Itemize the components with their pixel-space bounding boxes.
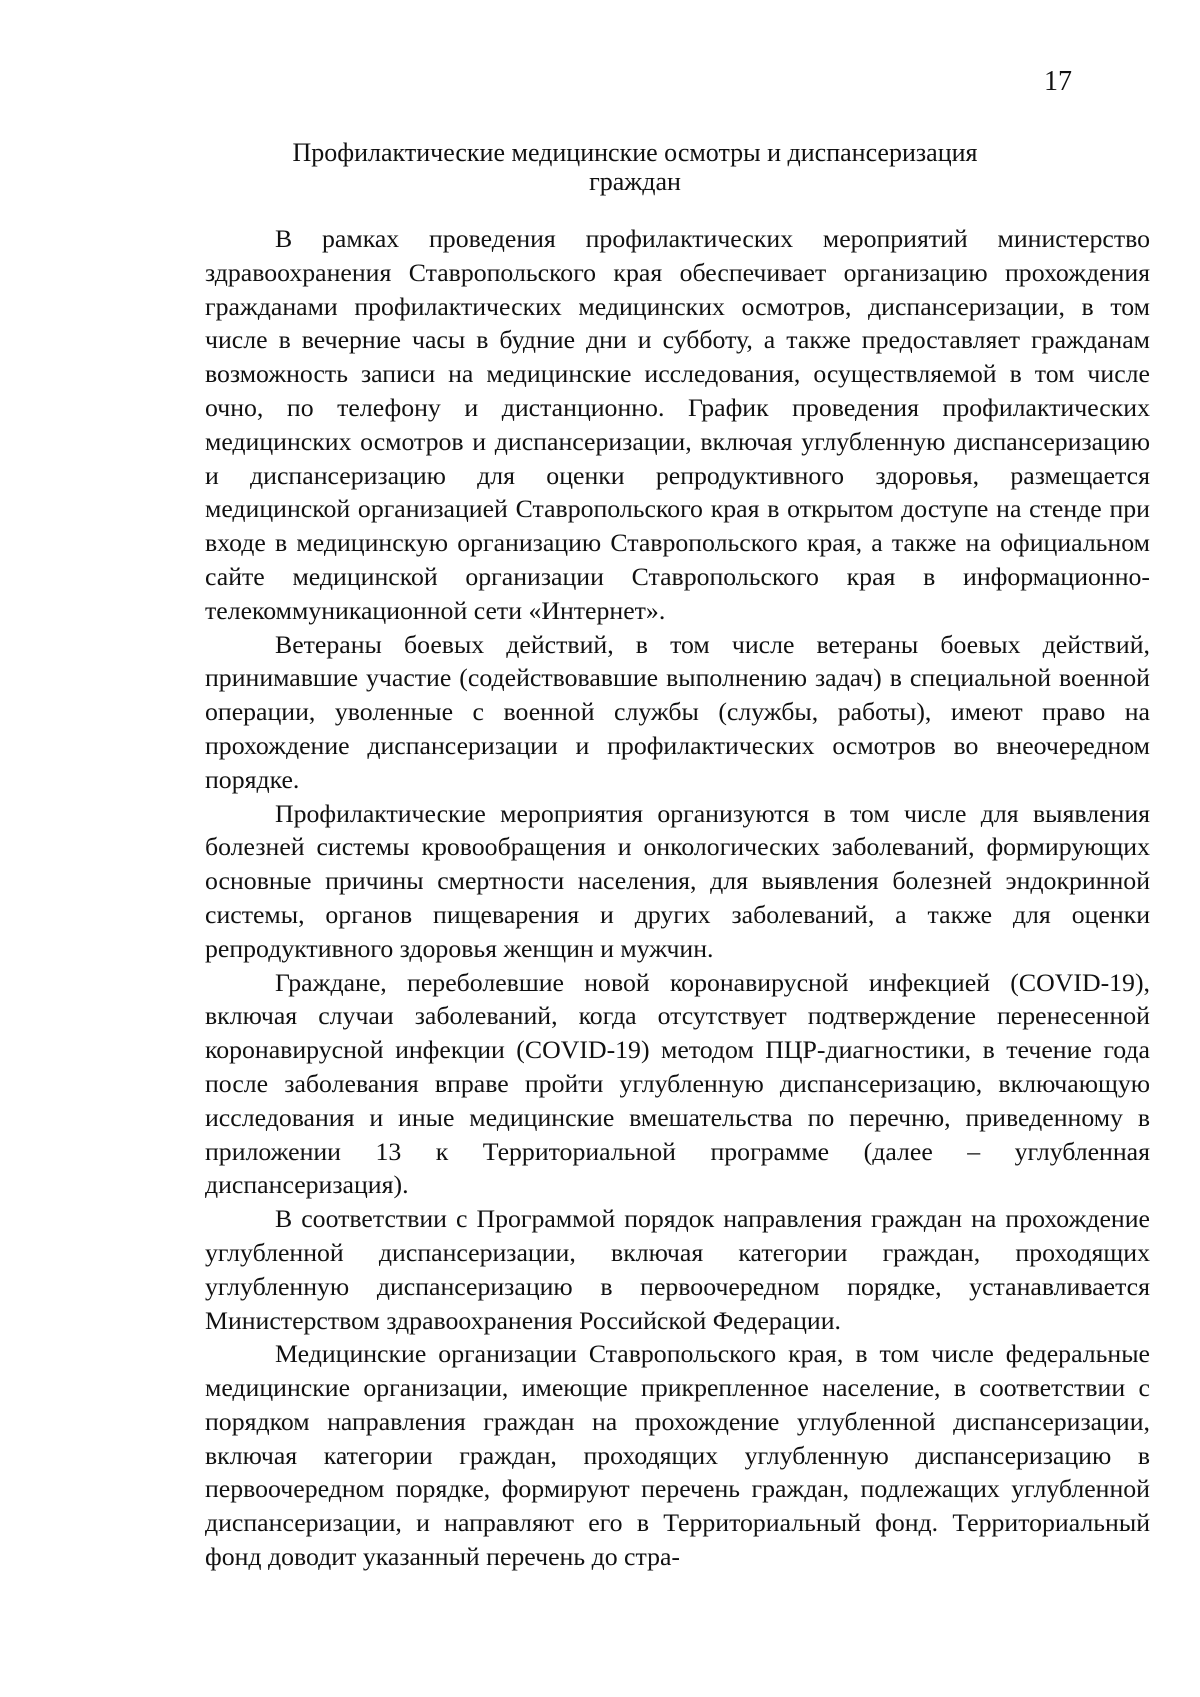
paragraph-4: Граждане, переболевшие новой коронавирусной инфекцией (COVID-19), включая случаи заболеваний, когда отсутствует подтверждение перенесенной коронавирусной инфекции (COVID-19) методом ПЦР-диагностики, в течение года после заболевания вправе пройти углубленную диспансеризацию, включающую исследования и иные медицинские вмешательства по перечню, приведенному в приложении 13 к Территориальной программе (далее – углубленная диспансеризация). [205,967,1150,1200]
paragraph-2: Ветераны боевых действий, в том числе ветераны боевых действий, принимавшие участие (содействовавшие выполнению задач) в специальной военной операции, уволенные с военной службы (службы, работы), имеют право на прохождение диспансеризации и профилактических осмотров во внеочередном порядке. [205,629,1150,794]
paragraph-3: Профилактические мероприятия организуются в том числе для выявления болезней системы кровообращения и онкологических заболеваний, формирующих основные причины смертности населения, для выявления болезней эндокринной системы, органов пищеварения и других заболеваний, а также для оценки репродуктивного здоровья женщин и мужчин. [205,798,1150,963]
paragraph-1: В рамках проведения профилактических мероприятий министерство здравоохранения Ставропольского края обеспечивает организацию прохождения гражданами профилактических медицинских осмотров, диспансеризации, в том числе в вечерние часы в будние дни и субботу, а также предоставляет гражданам возможность записи на медицинские исследования, осуществляемой в том числе очно, по телефону и дистанционно. График проведения профилактических медицинских осмотров и диспансеризации, включая углубленную диспансеризацию и диспансеризацию для оценки репродуктивного здоровья, размещается медицинской организацией Ставропольского края в открытом доступе на стенде при входе в медицинскую организацию Ставропольского края, а также на официальном сайте медицинской организации Ставропольского края в информационно-телекоммуникационной сети «Интернет». [205,224,1150,625]
section-heading-line-1: Профилактические медицинские осмотры и диспансеризация [292,138,978,167]
paragraph-5: В соответствии с Программой порядок направления граждан на прохождение углубленной диспансеризации, включая категории граждан, проходящих углубленную диспансеризацию в первоочередном порядке, устанавливается Министерством здравоохранения Российской Федерации. [205,1204,1150,1335]
paragraph-6: Медицинские организации Ставропольского края, в том числе федеральные медицинские организации, имеющие прикрепленное население, в соответствии с порядком направления граждан на прохождение углубленной диспансеризации, включая категории граждан, проходящих углубленную диспансеризацию в первоочередном порядке, формируют перечень граждан, подлежащих углубленной диспансеризации, и направляют его в Территориальный фонд. Территориальный фонд доводит указанный перечень до стра- [205,1339,1150,1572]
document-body [205,222,1150,1574]
section-heading-line-2: граждан [589,167,681,196]
page-number: 17 [1044,66,1072,97]
section-heading [205,138,1065,196]
